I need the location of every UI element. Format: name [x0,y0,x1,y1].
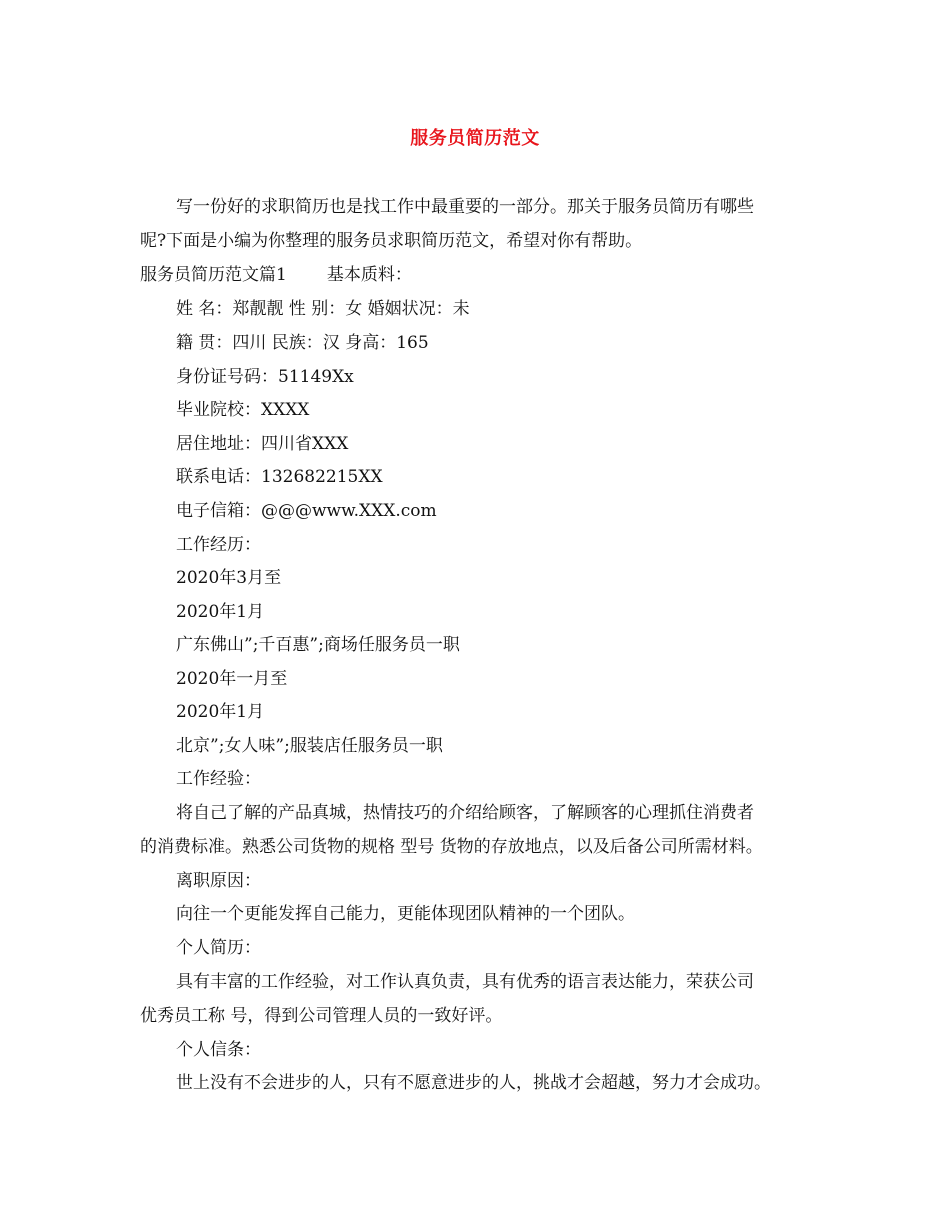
email: 电子信箱：@@@www.XXX.com [176,501,437,521]
work-experience-line-1: 将自己了解的产品真城，热情技巧的介绍给顾客，了解顾客的心理抓住消费者 [176,803,754,823]
work-history-heading: 工作经历： [176,535,261,555]
personal-motto-text: 世上没有不会进步的人，只有不愿意进步的人，挑战才会超越，努力才会成功。 [176,1073,771,1093]
address: 居住地址：四川省XXX [176,434,349,454]
basic-info-row-2: 籍 贯：四川 民族：汉 身高：165 [176,333,429,353]
job2-from: 2020年一月至 [176,669,288,689]
page-title: 服务员简历范文 [410,128,540,149]
phone: 联系电话：132682215XX [176,467,383,487]
job1-to: 2020年1月 [176,602,265,622]
job1-from: 2020年3月至 [176,568,282,588]
job2-to: 2020年1月 [176,702,265,722]
work-experience-line-2: 的消费标准。熟悉公司货物的规格 型号 货物的存放地点，以及后备公司所需材料。 [140,837,763,857]
job2-desc: 北京”;女人味”;服装店任服务员一职 [176,736,443,756]
personal-summary-heading: 个人简历： [176,938,261,958]
section-heading-label: 服务员简历范文篇1 [140,265,287,285]
personal-summary-line-2: 优秀员工称 号，得到公司管理人员的一致好评。 [140,1006,503,1026]
personal-summary-line-1: 具有丰富的工作经验，对工作认真负责，具有优秀的语言表达能力，荣获公司 [176,972,754,992]
section-heading-sublabel: 基本质料： [326,265,412,285]
work-experience-heading: 工作经验： [176,769,261,789]
id-number: 身份证号码：51149Xx [176,367,354,387]
leaving-reason-heading: 离职原因： [176,871,261,891]
school: 毕业院校：XXXX [176,400,310,420]
leaving-reason-text: 向往一个更能发挥自己能力，更能体现团队精神的一个团队。 [176,904,635,924]
personal-motto-heading: 个人信条： [176,1040,261,1060]
basic-info-row-1: 姓 名：郑靓靓 性 别：女 婚姻状况：未 [176,299,470,319]
job1-desc: 广东佛山”;千百惠”;商场任服务员一职 [176,635,460,655]
section-heading [140,264,412,286]
intro-line-2: 呢?下面是小编为你整理的服务员求职简历范文，希望对你有帮助。 [140,231,643,251]
intro-line-1: 写一份好的求职简历也是找工作中最重要的一部分。那关于服务员简历有哪些 [176,197,754,217]
